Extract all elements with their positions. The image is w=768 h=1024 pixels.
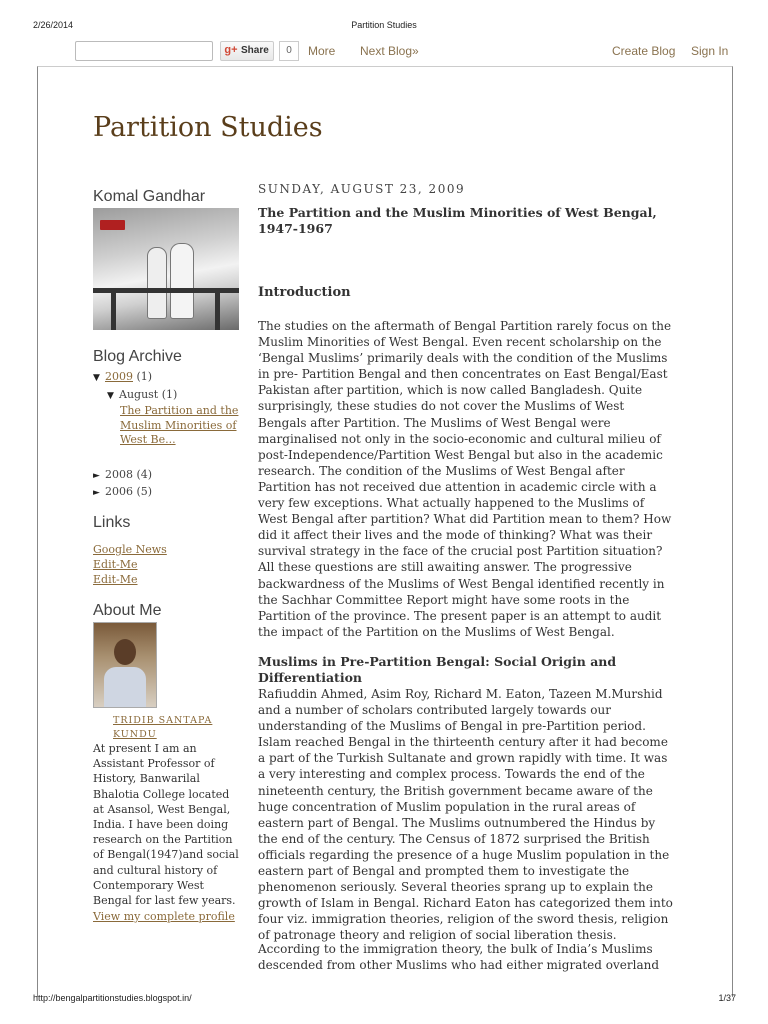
photo-post <box>111 288 116 330</box>
post-title[interactable]: The Partition and the Muslim Minorities of West Bengal, 1947-1967 <box>258 205 657 236</box>
search-input[interactable] <box>75 41 213 61</box>
section-paragraph: Rafiuddin Ahmed, Asim Roy, Richard M. Eaton, Tazeen M.Murshid and a number of scholars contributed largely towards our understanding of the Muslims of Bengal in pre-Partition period. Islam reached Bengal in the thirteenth century after it had become a part of the Turkish Sultanate and grown rapidly with time. It was a very interesting and complex process. Towards the end of the nineteenth century, the British government became aware of the huge concentration of Muslim population in the rural areas of eastern part of Bengal. The Muslims outnumbered the Hindus by the end of the century. The Census of 1872 surprised the British officials regarding the presence of a huge Muslim population in the eastern part of Bengal and prompted them to investigate the phenomenon seriously. Several theories sprang up to explain the growth of Islam in Bengal. Richard Eaton has categorized them into four viz. immigration theories, religion of the sword thesis, religion of patronage theory and religion of social liberation thesis. <box>258 687 673 943</box>
profile-heading: Komal Gandhar <box>93 188 206 205</box>
archive-item-2009[interactable]: ▼ 2009 (1) <box>93 370 153 383</box>
expand-arrow-icon[interactable]: ► <box>93 471 100 481</box>
header-photo[interactable] <box>93 208 239 330</box>
avatar-head <box>114 639 136 665</box>
more-link[interactable]: More <box>308 44 336 58</box>
photo-post <box>215 288 220 330</box>
link-edit-me[interactable]: Edit-Me <box>93 558 138 571</box>
archive-heading: Blog Archive <box>93 348 182 365</box>
intro-heading: Introduction <box>258 285 351 300</box>
archive-item-2006[interactable]: ► 2006 (5) <box>93 485 153 498</box>
intro-paragraph: The studies on the aftermath of Bengal Partition rarely focus on the Muslim Minorities of West Bengal. Even recent scholarship on the ‘Bengal Muslims’ primarily deals with the condition of the Muslims in pre- Partition Bengal and then concentrates on East Bengal/East Pakistan after partition, which is now called Bangladesh. Quite surprisingly, these studies do not cover the Muslims of West Bengals after Partition. The Muslims of West Bengal were marginalised not only in the socio-economic and cultural milieu of post-Independence/Partition West Bengal but also in the academic research. The condition of the Muslims of West Bengal after Partition has not received due attention in academic circle with a very few exceptions. What actually happened to the Muslims of West Bengal after partition? What did Partition mean to them? How did it affect their lives and the mode of thinking? What was their survival strategy in the face of the crucial post Partition situation? All these questions are still awaiting answer. The progressive backwardness of the Muslims of West Bengal identified recently in the Sachhar Committee Report might have some roots in the Partition of the province. The present paper is an attempt to audit the impact of the Partition on the Muslims of West Bengal. <box>258 319 672 639</box>
about-heading: About Me <box>93 602 162 619</box>
collapse-arrow-icon[interactable]: ▼ <box>107 391 114 401</box>
sign-in-link[interactable]: Sign In <box>691 44 729 58</box>
print-doc-title: Partition Studies <box>351 20 417 30</box>
photo-figure <box>171 244 193 318</box>
next-blog-link[interactable]: Next Blog» <box>360 44 419 58</box>
link-google-news[interactable]: Google News <box>93 543 167 556</box>
link-edit-me[interactable]: Edit-Me <box>93 573 138 586</box>
about-text: At present I am an Assistant Professor of History, Banwarilal Bhalotia College located at Asansol, West Bengal, India. I have been doing research on the Partition of Bengal(1947)and social and cultural history of Contemporary West Bengal for last few years. <box>93 742 239 908</box>
avatar-body <box>104 667 146 707</box>
create-blog-link[interactable]: Create Blog <box>612 44 676 58</box>
google-plus-icon: g+ <box>224 44 238 56</box>
archive-item-2008[interactable]: ► 2008 (4) <box>93 468 153 481</box>
print-page-number: 1/37 <box>718 993 736 1003</box>
channel-logo <box>100 220 125 230</box>
blog-title[interactable]: Partition Studies <box>93 112 323 143</box>
links-heading: Links <box>93 514 131 531</box>
google-plus-share-button[interactable] <box>220 41 274 61</box>
print-url: http://bengalpartitionstudies.blogspot.in/ <box>33 993 192 1003</box>
expand-arrow-icon[interactable]: ► <box>93 488 100 498</box>
photo-figure <box>148 248 166 318</box>
view-profile-link[interactable]: View my complete profile <box>93 910 235 923</box>
blogger-navbar <box>0 40 768 64</box>
print-date: 2/26/2014 <box>33 20 74 30</box>
author-name-link[interactable]: TRIDIB SANTAPA KUNDU <box>113 715 213 740</box>
section-heading: Muslims in Pre-Partition Bengal: Social Origin and Differentiation <box>258 654 617 685</box>
share-count: 0 <box>279 41 299 61</box>
archive-post-link[interactable]: The Partition and the Muslim Minorities of West Be... <box>120 404 239 446</box>
archive-item-august[interactable]: ▼ August (1) <box>107 388 178 401</box>
post-date: SUNDAY, AUGUST 23, 2009 <box>258 182 466 196</box>
author-avatar[interactable] <box>93 622 157 708</box>
collapse-arrow-icon[interactable]: ▼ <box>93 373 100 383</box>
section-paragraph-continued: According to the immigration theory, the bulk of India’s Muslims descended from other Muslims who had either migrated overland <box>258 942 660 973</box>
share-label: Share <box>241 45 269 56</box>
